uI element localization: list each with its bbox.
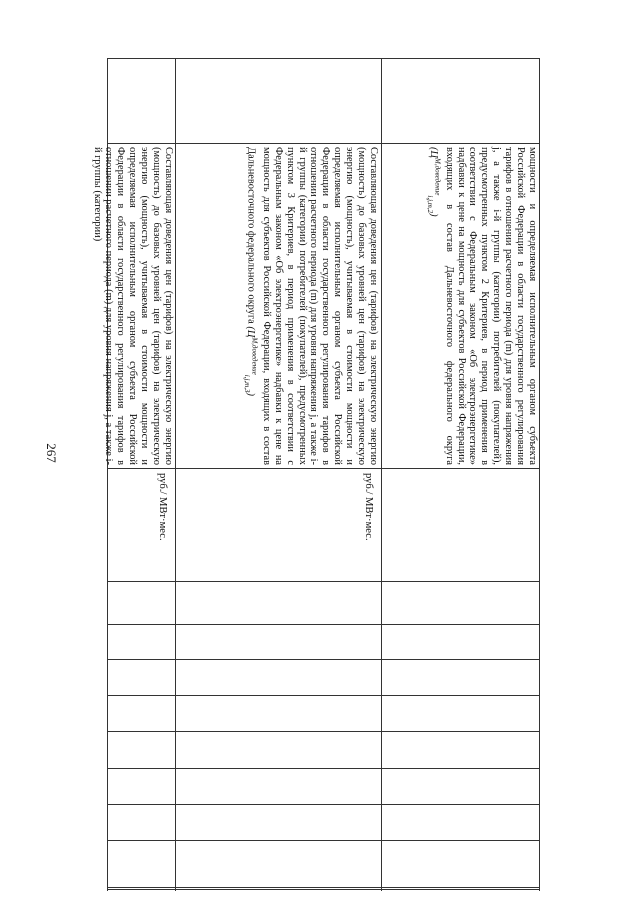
row-border	[381, 58, 382, 891]
column-border	[107, 581, 540, 582]
page-number: 267	[44, 443, 59, 463]
row-border	[539, 58, 540, 891]
row-1-description	[383, 144, 538, 468]
row-border	[175, 58, 176, 891]
tariff-table	[91, 58, 540, 891]
column-border	[107, 695, 540, 696]
column-border	[107, 768, 540, 769]
column-border	[107, 804, 540, 805]
row-1-description-text: мощности и определяемая исполнительным органом субъекта Российской Федерации в области государственного регулирования тарифов в отношении расчетного периода (m) для уровня напряжения j, а также i-й группы (категории) потребителей (покупателей), предусмотренных пунктом 2 Критериев, в период применения в соответствии с Федеральным законом «Об электроэнергетике» надбавки к цене на мощность для субъектов Российской Федерации, входящих в состав Дальневосточного федерального округа	[443, 147, 538, 465]
column-border	[107, 731, 540, 732]
row-3-description	[91, 144, 174, 468]
column-border	[107, 659, 540, 660]
column-border	[107, 624, 540, 625]
column-border	[107, 58, 540, 59]
row-2-formula: $(Ц^{M,доведение}_{i,j,m,3})$	[243, 326, 259, 396]
row-3-unit: руб./ МВт·мес.	[157, 473, 168, 541]
row-2-description	[177, 144, 379, 468]
column-border	[107, 468, 540, 469]
row-3-description-text: Составляющая доведения цен (тарифов) на электрическую энергию (мощность) до базовых уровней цен (тарифов) на электрическую энергию (мощность), учитываемая в стоимости мощности и определяемая исполнительным органом субъекта Российской Федерации в области государственного регулирования тарифов в отношении расчетного периода (m) для уровня напряжения j, а также i-й группы (категории)	[91, 147, 174, 465]
row-1-formula: $(Ц^{M,доведение}_{i,j,m,2})$	[426, 147, 442, 217]
column-border	[107, 840, 540, 841]
row-2-description-text: Составляющая доведения цен (тарифов) на электрическую энергию (мощность) до базовых уровней цен (тарифов) на электрическую энергию (мощность), учитываемая в стоимости мощности и определяемая исполнительным органом субъекта Российской Федерации в области государственного регулирования тарифов в отношении расчетного периода (m) для уровня напряжения j, а также i-й группы (категории) потребителей (покупателей), предусмотренных пунктом 3 Критериев, в период применения в соответствии с Федеральным законом «Об электроэнергетике» надбавки к цене на мощность для субъектов Российской Федерации, входящих в состав Дальневосточного федерального округа	[245, 147, 379, 465]
column-border	[107, 887, 540, 890]
row-2-unit: руб./ МВт·мес.	[363, 473, 374, 541]
